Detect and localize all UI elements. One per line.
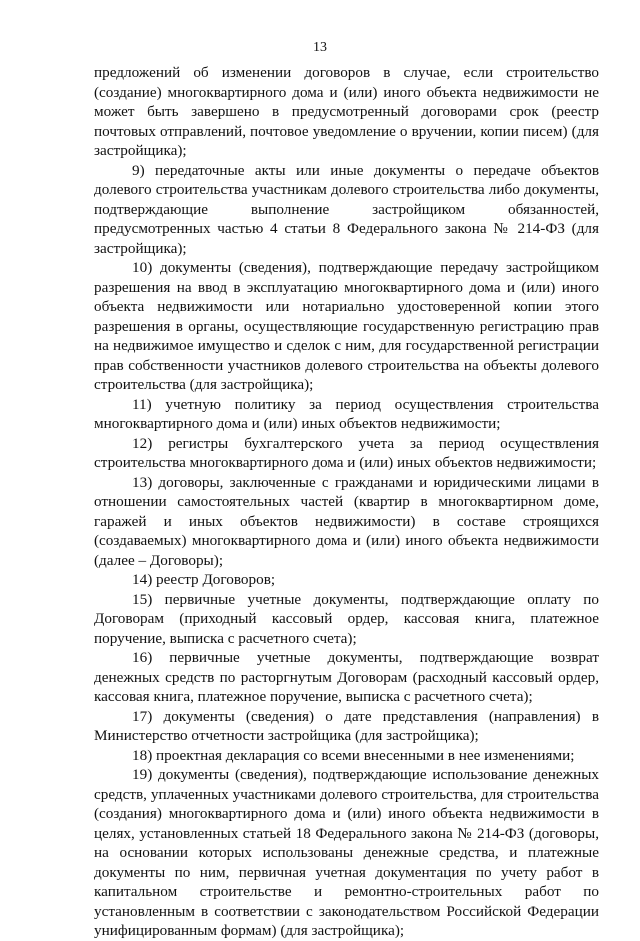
paragraph-continuation: предложений об изменении договоров в случае, если строительство (создание) многоквартирного дома и (или) иного объекта недвижимости не может быть завершено в предусмотренный договорами срок (реестр почтовых отправлений, почтовое уведомление о вручении, копии писем) (для застройщика); [94,64,599,159]
paragraph-item-18: 18) проектная декларация со всеми внесенными в нее изменениями; [132,746,575,764]
paragraph-item-14: 14) реестр Договоров; [132,571,276,588]
paragraph-item-10: 10) документы (сведения), подтверждающие передачу застройщиком разрешения на ввод в эксплуатацию многоквартирного дома и (или) иного объекта недвижимости или нотариально удостоверенной копии этого разрешения в органы, осуществляющие государственную регистрацию прав на недвижимое имущество и сделок с ним, для государственной регистрации прав собственности участников долевого строительства на объекты долевого строительства (для застройщика); [94,259,599,393]
document-body [94,63,599,941]
paragraph-item-13: 13) договоры, заключенные с гражданами и юридическими лицами в отношении самостоятельных частей (квартир в многоквартирном доме, гаражей и иных объектов недвижимости) в составе строящихся (создаваемых) многоквартирного дома и (или) иного объекта недвижимости (далее – Договоры); [94,473,599,569]
paragraph-item-17: 17) документы (сведения) о дате представления (направления) в Министерство отчетности застройщика (для застройщика); [94,707,599,744]
paragraph-item-15: 15) первичные учетные документы, подтверждающие оплату по Договорам (приходный кассовый ордер, кассовая книга, платежное поручение, выписка с расчетного счета); [94,590,599,647]
page-number: 13 [313,40,327,55]
paragraph-item-16: 16) первичные учетные документы, подтверждающие возврат денежных средств по расторгнутым Договорам (расходный кассовый ордер, кассовая книга, платежное поручение, выписка с расчетного счета); [94,649,599,705]
paragraph-item-19: 19) документы (сведения), подтверждающие использование денежных средств, уплаченных участниками долевого строительства, для строительства (создания) многоквартирного дома и (или) иного объекта недвижимости в целях, установленных статьей 18 Федерального закона № 214-ФЗ (договоры, на основании которых использованы денежные средства, и платежные документы по ним, первичная учетная документация по учету работ в капитальном строительстве и ремонтно-строительных работ по установленным в соответствии с законодательством Российской Федерации унифицированным формам) (для застройщика); [94,766,599,939]
paragraph-item-12: 12) регистры бухгалтерского учета за период осуществления строительства многоквартирного дома и (или) иных объектов недвижимости; [94,434,599,471]
paragraph-item-11: 11) учетную политику за период осуществления строительства многоквартирного дома и (или) иных объектов недвижимости; [94,395,599,432]
paragraph-item-9: 9) передаточные акты или иные документы о передаче объектов долевого строительства участникам долевого строительства либо документы, подтверждающие выполнение застройщиком обязанностей, предусмотренных частью 4 статьи 8 Федерального закона № 214-ФЗ (для застройщика); [94,161,599,257]
